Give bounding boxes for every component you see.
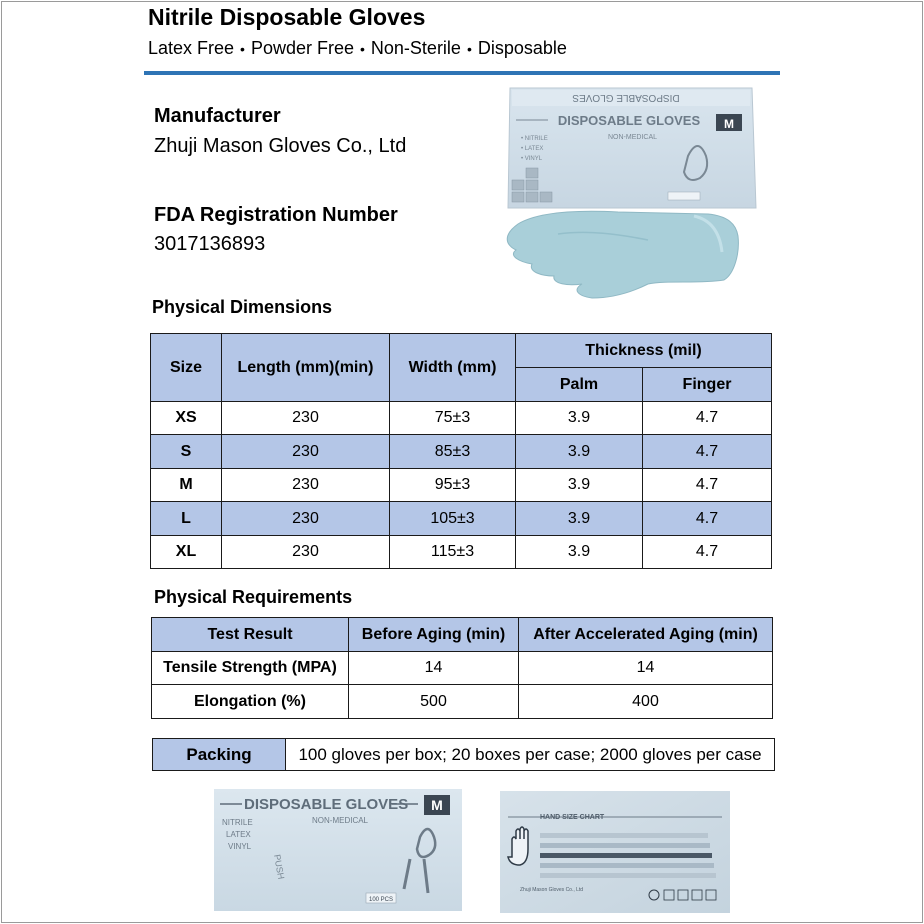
cell-palm: 3.9 (516, 435, 643, 469)
dimensions-table (150, 333, 772, 569)
box-front-photo (214, 789, 462, 911)
size-chart-company: Zhuji Mason Gloves Co., Ltd (520, 887, 584, 893)
box-front-illustration (214, 789, 462, 911)
cell-test: Tensile Strength (MPA) (152, 652, 349, 685)
bullet-icon: • (240, 41, 245, 57)
bullet-icon: • (360, 41, 365, 57)
size-chart-illustration (500, 791, 730, 913)
box-front-push: PUSH (272, 853, 287, 880)
cell-before: 14 (349, 652, 519, 685)
box-front-count: 100 PCS (368, 897, 394, 903)
size-chart-photo (500, 791, 730, 913)
cell-length: 230 (222, 469, 390, 502)
cell-after: 400 (519, 685, 773, 719)
col-header-size: Size (151, 334, 222, 402)
feature-list (148, 38, 567, 59)
svg-text:M: M (724, 117, 734, 131)
page-title: Nitrile Disposable Gloves (148, 4, 426, 30)
cell-size: L (151, 502, 222, 536)
requirements-table (151, 617, 773, 719)
cell-length: 230 (222, 536, 390, 569)
cell-size: M (151, 469, 222, 502)
cell-width: 105±3 (390, 502, 516, 536)
manufacturer-label: Manufacturer (154, 105, 281, 127)
cell-width: 75±3 (390, 402, 516, 435)
table-row (151, 402, 772, 435)
table-row (152, 685, 773, 719)
cell-palm: 3.9 (516, 502, 643, 536)
col-header-before: Before Aging (min) (349, 618, 519, 652)
product-box-illustration (498, 84, 762, 312)
box-front-type: NITRILE (222, 818, 253, 827)
col-header-finger: Finger (643, 368, 772, 402)
size-chart-title: HAND SIZE CHART (540, 814, 605, 821)
box-front-type: VINYL (228, 842, 252, 851)
svg-text:DISPOSABLE GLOVES: DISPOSABLE GLOVES (572, 92, 680, 103)
box-front-type: LATEX (226, 830, 251, 839)
cell-finger: 4.7 (643, 502, 772, 536)
feature-item: Disposable (477, 38, 567, 58)
col-header-palm: Palm (516, 368, 643, 402)
cell-size: XS (151, 402, 222, 435)
cell-palm: 3.9 (516, 469, 643, 502)
box-title-text: DISPOSABLE GLOVES (557, 113, 701, 128)
cell-finger: 4.7 (643, 536, 772, 569)
cell-palm: 3.9 (516, 536, 643, 569)
box-front-size: M (431, 797, 443, 813)
box-front-non-medical: NON-MEDICAL (312, 816, 369, 825)
cell-finger: 4.7 (643, 435, 772, 469)
svg-text:• NITRILE: • NITRILE (521, 136, 548, 142)
col-header-test: Test Result (152, 618, 349, 652)
requirements-title: Physical Requirements (154, 587, 353, 607)
product-box-photo (498, 84, 762, 312)
cell-before: 500 (349, 685, 519, 719)
cell-palm: 3.9 (516, 402, 643, 435)
cell-width: 85±3 (390, 435, 516, 469)
col-header-thickness: Thickness (mil) (516, 334, 772, 368)
svg-text:• LATEX: • LATEX (521, 146, 544, 152)
cell-test: Elongation (%) (152, 685, 349, 719)
cell-size: S (151, 435, 222, 469)
packing-table (152, 738, 775, 771)
feature-item: Powder Free (250, 38, 354, 58)
cell-length: 230 (222, 502, 390, 536)
dimensions-title: Physical Dimensions (152, 297, 333, 317)
bullet-icon: • (466, 41, 472, 57)
svg-text:• VINYL: • VINYL (521, 156, 543, 162)
fda-label: FDA Registration Number (154, 204, 398, 226)
packing-value: 100 gloves per box; 20 boxes per case; 2000 gloves per case (286, 739, 775, 771)
cell-width: 115±3 (390, 536, 516, 569)
table-row (151, 435, 772, 469)
box-front-title: DISPOSABLE GLOVES (244, 796, 409, 813)
manufacturer-value: Zhuji Mason Gloves Co., Ltd (154, 135, 407, 157)
cell-finger: 4.7 (643, 402, 772, 435)
svg-text:NON-MEDICAL: NON-MEDICAL (608, 134, 658, 141)
feature-item: Latex Free (148, 38, 235, 58)
cell-size: XL (151, 536, 222, 569)
feature-item: Non-Sterile (370, 38, 461, 58)
packing-label: Packing (153, 739, 286, 771)
cell-after: 14 (519, 652, 773, 685)
col-header-width: Width (mm) (390, 334, 516, 402)
cell-length: 230 (222, 402, 390, 435)
cell-width: 95±3 (390, 469, 516, 502)
col-header-after: After Accelerated Aging (min) (519, 618, 773, 652)
table-row (151, 536, 772, 569)
table-row (151, 502, 772, 536)
cell-finger: 4.7 (643, 469, 772, 502)
fda-value: 3017136893 (154, 233, 266, 255)
cell-length: 230 (222, 435, 390, 469)
title-divider (144, 71, 780, 75)
table-row (152, 652, 773, 685)
col-header-length: Length (mm)(min) (222, 334, 390, 402)
table-row (151, 469, 772, 502)
